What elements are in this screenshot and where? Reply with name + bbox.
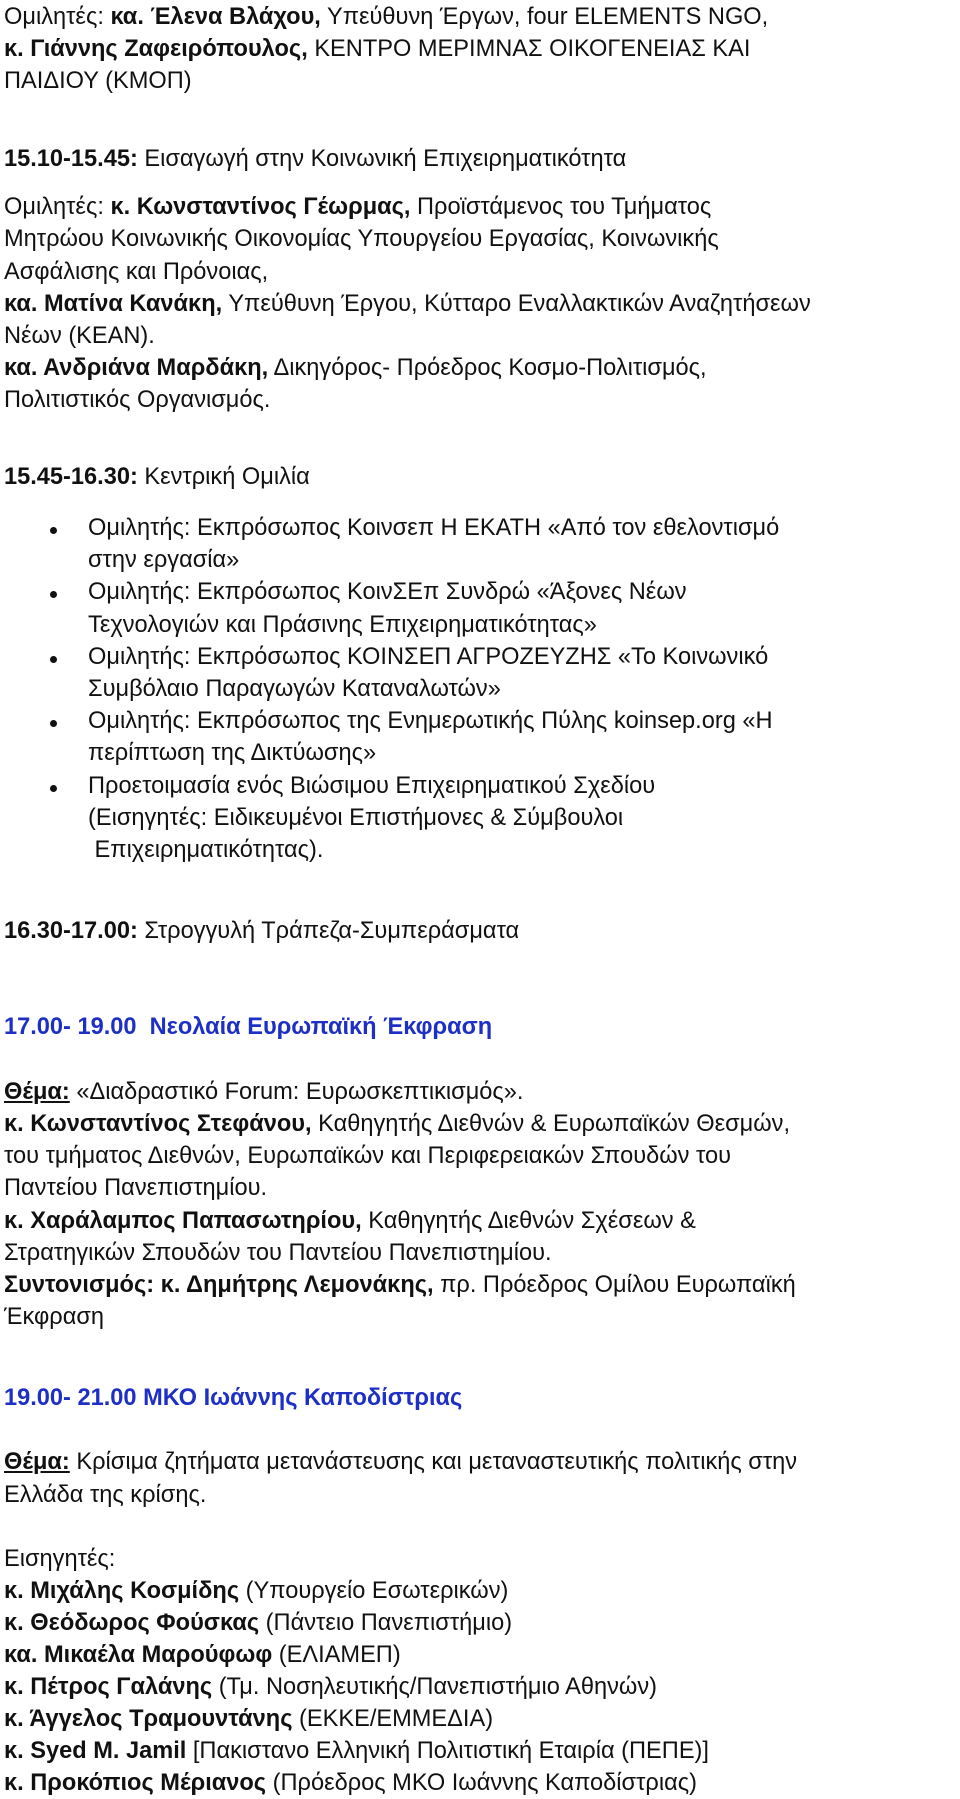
- session-1545-heading: 15.45-16.30: Κεντρική Ομιλία: [4, 464, 310, 490]
- session-1900-speaker: κ. Προκόπιος Μέριανος (Πρόεδρος ΜΚΟ Ιωάννης Καποδίστριας): [4, 1770, 697, 1796]
- session-1700-coordinator: Συντονισμός: κ. Δημήτρης Λεμονάκης, πρ. Πρόεδρος Ομίλου Ευρωπαϊκή: [4, 1272, 796, 1298]
- bullet-icon: [50, 785, 57, 792]
- session-1900-speaker: κ. Άγγελος Τραμουντάνης (ΕΚΚΕ/ΕΜΜΕΔΙΑ): [4, 1706, 494, 1732]
- session-1900-speaker: κ. Μιχάλης Κοσμίδης (Υπουργείο Εσωτερικών): [4, 1578, 509, 1604]
- session-1510-speaker-1-l3: Ασφάλισης και Πρόνοιας,: [4, 259, 269, 285]
- session-1900-speaker: κα. Μικαέλα Μαρούφωφ (ΕΛΙΑΜΕΠ): [4, 1642, 401, 1668]
- bullet-icon: [50, 656, 57, 663]
- bullet-4-line-1: Ομιλητής: Εκπρόσωπος της Ενημερωτικής Πύλης koinsep.org «Η: [88, 708, 773, 734]
- session-1510-speaker-3-l2: Πολιτιστικός Οργανισμός.: [4, 387, 271, 413]
- session-1900-speakers-label: Εισηγητές:: [4, 1546, 116, 1572]
- session-1510-speaker-2: κα. Ματίνα Κανάκη, Υπεύθυνη Έργου, Κύτταρο Εναλλακτικών Αναζητήσεων: [4, 291, 811, 317]
- session-1510-speaker-1-l2: Μητρώου Κοινωνικής Οικονομίας Υπουργείου Εργασίας, Κοινωνικής: [4, 226, 719, 252]
- session-1510-speaker-2-l2: Νέων (ΚΕΑΝ).: [4, 323, 155, 349]
- bullet-3-line-1: Ομιλητής: Εκπρόσωπος ΚΟΙΝΣΕΠ ΑΓΡΟΖΕΥΖΗΣ «Το Κοινωνικό: [88, 644, 769, 670]
- bullet-icon: [50, 591, 57, 598]
- bullet-1-line-2: στην εργασία»: [88, 547, 240, 573]
- session-1700-speaker-1-l2: του τμήματος Διεθνών, Ευρωπαϊκών και Περιφερειακών Σπουδών του: [4, 1143, 732, 1169]
- session-1700-speaker-1: κ. Κωνσταντίνος Στεφάνου, Καθηγητής Διεθνών & Ευρωπαϊκών Θεσμών,: [4, 1111, 791, 1137]
- bullet-5-line-3: Επιχειρηματικότητας).: [88, 837, 324, 863]
- session-1700-theme: Θέμα: «Διαδραστικό Forum: Ευρωσκεπτικισμός».: [4, 1079, 524, 1105]
- prev-speaker-2-line-2: ΠΑΙΔΙΟΥ (ΚΜΟΠ): [4, 68, 192, 94]
- session-1900-theme: Θέμα: Κρίσιμα ζητήματα μετανάστευσης και μεταναστευτικής πολιτικής στην: [4, 1449, 798, 1475]
- session-1900-theme-l2: Ελλάδα της κρίσης.: [4, 1482, 207, 1508]
- session-1900-speaker: κ. Θεόδωρος Φούσκας (Πάντειο Πανεπιστήμιο): [4, 1610, 513, 1636]
- session-1630-heading: 16.30-17.00: Στρογγυλή Τράπεζα-Συμπεράσματα: [4, 918, 520, 944]
- session-1700-speaker-2-l2: Στρατηγικών Σπουδών του Παντείου Πανεπιστημίου.: [4, 1240, 552, 1266]
- session-1510-speaker-3: κα. Ανδριάνα Μαρδάκη, Δικηγόρος- Πρόεδρος Κοσμο-Πολιτισμός,: [4, 355, 707, 381]
- bullet-2-line-2: Τεχνολογιών και Πράσινης Επιχειρηματικότητας»: [88, 612, 597, 638]
- session-1700-heading: 17.00- 19.00 Νεολαία Ευρωπαϊκή Έκφραση: [4, 1014, 493, 1040]
- session-1900-heading: 19.00- 21.00 ΜΚΟ Ιωάννης Καποδίστριας: [4, 1385, 463, 1411]
- bullet-5-line-2: (Εισηγητές: Ειδικευμένοι Επιστήμονες & Σύμβουλοι: [88, 805, 624, 831]
- prev-speaker-1-line: Ομιλητές: κα. Έλενα Βλάχου, Υπεύθυνη Έργων, four ELEMENTS NGO,: [4, 4, 769, 30]
- session-1900-speaker: κ. Πέτρος Γαλάνης (Τμ. Νοσηλευτικής/Πανεπιστήμιο Αθηνών): [4, 1674, 657, 1700]
- bullet-icon: [50, 527, 57, 534]
- bullet-1-line-1: Ομιλητής: Εκπρόσωπος Κοινσεπ Η ΕΚΑΤΗ «Από τον εθελοντισμό: [88, 515, 780, 541]
- bullet-5-line-1: Προετοιμασία ενός Βιώσιμου Επιχειρηματικού Σχεδίου: [88, 773, 656, 799]
- bullet-2-line-1: Ομιλητής: Εκπρόσωπος ΚοινΣΕπ Συνδρώ «Άξονες Νέων: [88, 579, 687, 605]
- session-1700-speaker-1-l3: Παντείου Πανεπιστημίου.: [4, 1175, 268, 1201]
- session-1510-heading: 15.10-15.45: Εισαγωγή στην Κοινωνική Επιχειρηματικότητα: [4, 146, 627, 172]
- session-1700-coordinator-l2: Έκφραση: [4, 1304, 105, 1330]
- bullet-4-line-2: περίπτωση της Δικτύωσης»: [88, 740, 377, 766]
- session-1900-speaker: κ. Syed M. Jamil [Πακιστανο Ελληνική Πολιτιστική Εταιρία (ΠΕΠΕ)]: [4, 1738, 709, 1764]
- prev-speaker-2-line: κ. Γιάννης Ζαφειρόπουλος, ΚΕΝΤΡΟ ΜΕΡΙΜΝΑΣ ΟΙΚΟΓΕΝΕΙΑΣ ΚΑΙ: [4, 36, 751, 62]
- bullet-3-line-2: Συμβόλαιο Παραγωγών Καταναλωτών»: [88, 676, 501, 702]
- bullet-icon: [50, 720, 57, 727]
- session-1510-speaker-1: Ομιλητές: κ. Κωνσταντίνος Γέωρμας, Προϊστάμενος του Τμήματος: [4, 194, 712, 220]
- session-1700-speaker-2: κ. Χαράλαμπος Παπασωτηρίου, Καθηγητής Διεθνών Σχέσεων &: [4, 1208, 696, 1234]
